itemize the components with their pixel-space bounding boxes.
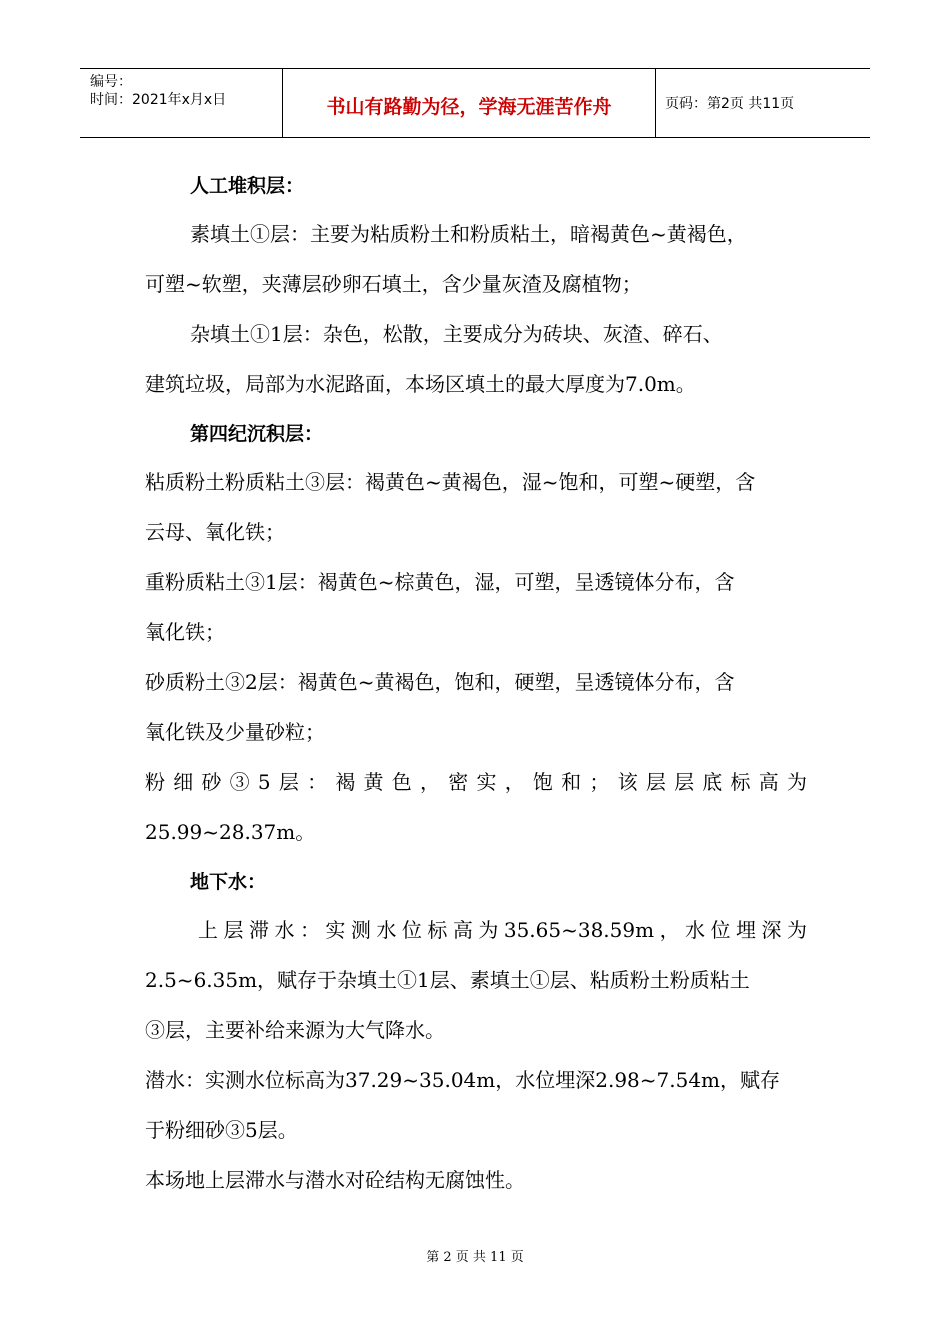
paragraph-plain-fill-line-2: 可塑~软塑，夹薄层砂卵石填土，含少量灰渣及腐植物； (145, 272, 642, 296)
paragraph-sandy-silt-line-1: 砂质粉土③2层：褐黄色~黄褐色，饱和，硬塑，呈透镜体分布，含 (145, 670, 735, 694)
paragraph-phreatic-water-line-1: 潜水：实测水位标高为37.29~35.04m，水位埋深2.98~7.54m，赋存 (145, 1068, 781, 1092)
paragraph-perched-water-line-2: 2.5~6.35m，赋存于杂填土①1层、素填土①层、粘质粉土粉质粘土 (145, 968, 750, 992)
header-right-cell (655, 69, 870, 137)
paragraph-phreatic-water-line-2: 于粉细砂③5层。 (145, 1118, 298, 1142)
paragraph-plain-fill-line-1: 素填土①层：主要为粘质粉土和粉质粘土，暗褐黄色~黄褐色， (190, 222, 747, 246)
paragraph-corrosion-conclusion: 本场地上层滞水与潜水对砼结构无腐蚀性。 (145, 1168, 525, 1192)
header-motto: 书山有路勤为径，学海无涯苦作舟 (326, 96, 612, 118)
header-left-cell (80, 69, 282, 137)
document-number-label: 编号： (90, 74, 132, 90)
document-date-label: 时间：2021年x月x日 (90, 92, 227, 108)
paragraph-heavy-silty-clay-line-1: 重粉质粘土③1层：褐黄色~棕黄色，湿，可塑，呈透镜体分布，含 (145, 570, 735, 594)
paragraph-misc-fill-line-2: 建筑垃圾，局部为水泥路面，本场区填土的最大厚度为7.0m。 (145, 372, 696, 396)
paragraph-sandy-silt-line-2: 氧化铁及少量砂粒； (145, 720, 325, 744)
paragraph-perched-water-line-1: 上层滞水：实测水位标高为35.65~38.59m，水位埋深为 (198, 918, 807, 942)
paragraph-perched-water-line-3: ③层，主要补给来源为大气降水。 (145, 1018, 445, 1042)
paragraph-fine-sand-line-1: 粉细砂③5层：褐黄色，密实，饱和；该层层底标高为 (145, 770, 807, 794)
page-header (80, 68, 870, 138)
section-title-groundwater: 地下水： (190, 871, 267, 893)
paragraph-clayey-silt-line-1: 粘质粉土粉质粘土③层：褐黄色~黄褐色，湿~饱和，可塑~硬塑，含 (145, 470, 756, 494)
paragraph-heavy-silty-clay-line-2: 氧化铁； (145, 620, 225, 644)
header-page-number: 页码：第2页 共11页 (665, 96, 795, 112)
header-motto-cell (282, 69, 656, 137)
paragraph-misc-fill-line-1: 杂填土①1层：杂色，松散，主要成分为砖块、灰渣、碎石、 (190, 322, 723, 346)
paragraph-clayey-silt-line-2: 云母、氧化铁； (145, 520, 285, 544)
section-title-artificial-fill: 人工堆积层： (190, 175, 305, 197)
paragraph-fine-sand-line-2: 25.99~28.37m。 (145, 820, 316, 844)
page-footer-number: 第 2 页 共 11 页 (426, 1250, 524, 1265)
section-title-quaternary: 第四纪沉积层： (190, 423, 324, 445)
